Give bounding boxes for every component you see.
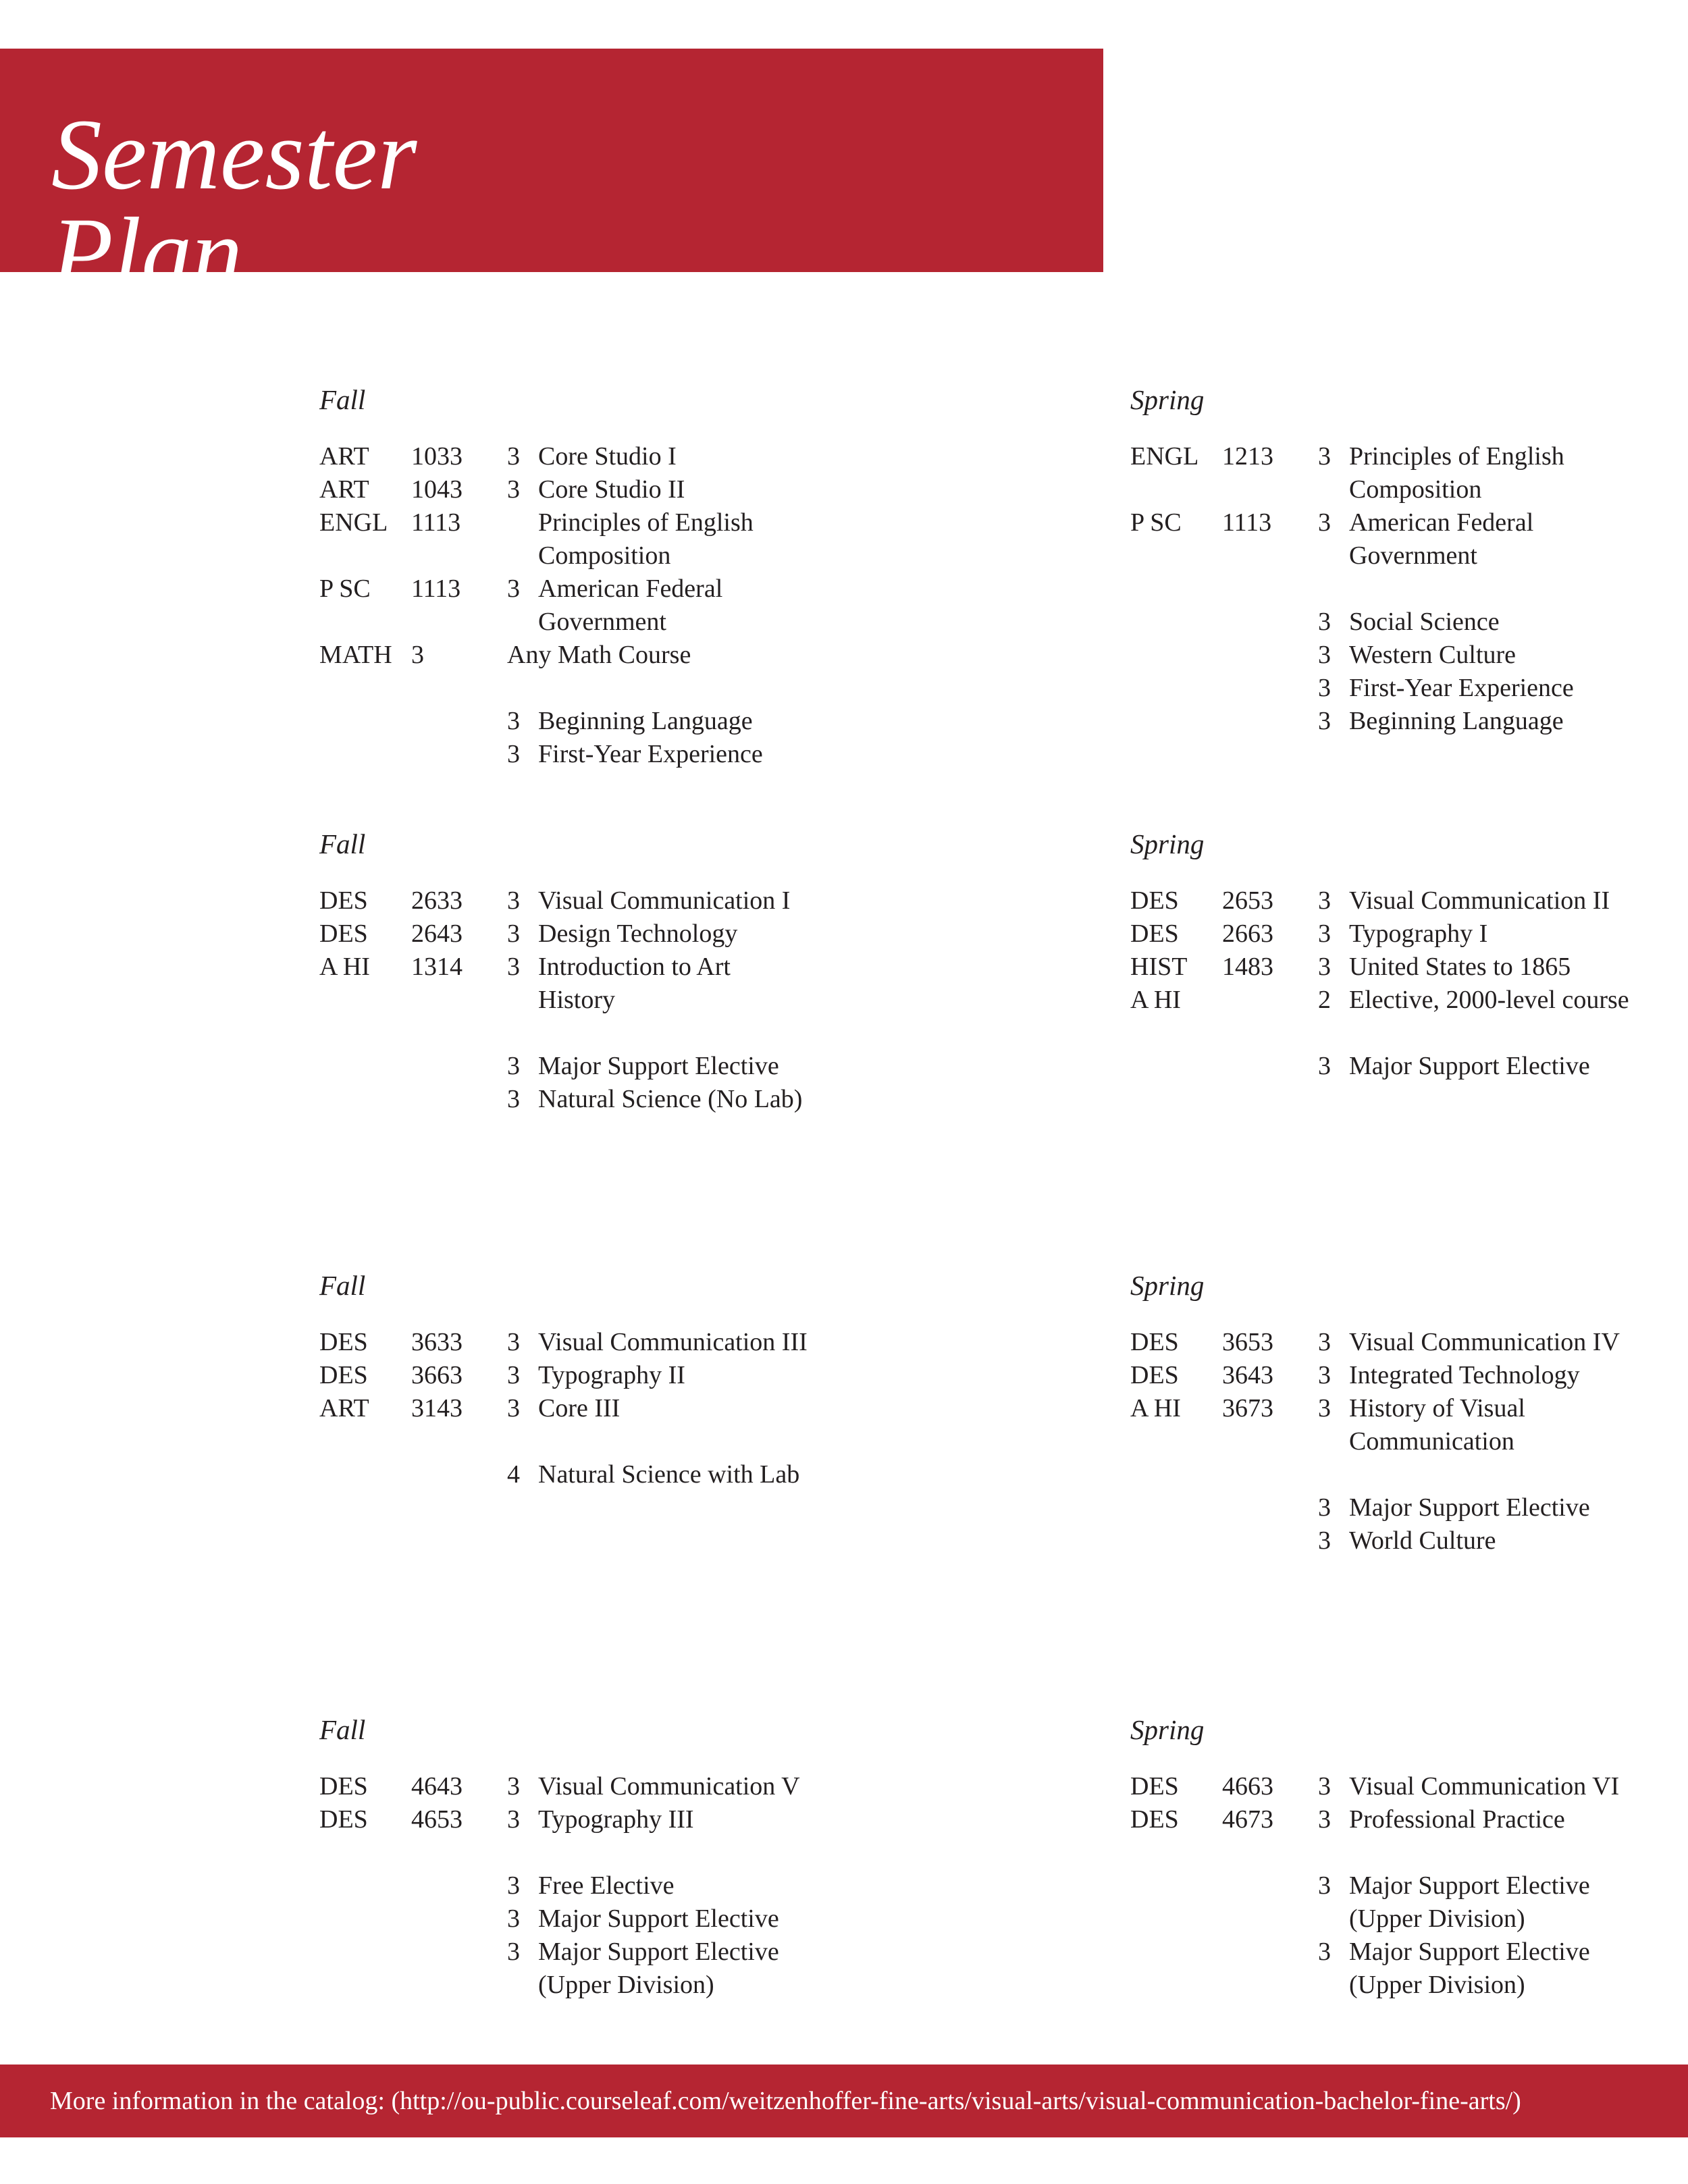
course-title: Principles of English (1349, 442, 1564, 471)
course-dept: DES (319, 920, 368, 948)
course-credits: 3 (507, 886, 520, 915)
course-title: Composition (538, 541, 671, 570)
course-credits: 3 (507, 1905, 520, 1933)
course-number: 3643 (1222, 1361, 1273, 1389)
page-title-line-1: Semester (51, 99, 417, 211)
course-number: 4673 (1222, 1805, 1273, 1834)
term-label: Fall (319, 1714, 366, 1745)
course-title: History (538, 986, 615, 1014)
course-number: 1043 (411, 475, 463, 504)
course-title: Major Support Elective (1349, 1938, 1590, 1966)
course-title: Major Support Elective (538, 1905, 779, 1933)
course-number: 3653 (1222, 1328, 1273, 1356)
course-number: 1113 (411, 575, 461, 603)
course-dept: A HI (1130, 1394, 1181, 1422)
course-credits: 3 (507, 1361, 520, 1389)
course-number: 1314 (411, 953, 463, 981)
course-credits: 3 (507, 1938, 520, 1966)
course-title: World Culture (1349, 1526, 1496, 1555)
course-title: United States to 1865 (1349, 953, 1571, 981)
course-dept: A HI (319, 953, 370, 981)
course-title: Visual Communication II (1349, 886, 1610, 915)
course-title: Beginning Language (1349, 707, 1564, 735)
course-credits: 4 (507, 1460, 520, 1489)
term-label: Spring (1130, 828, 1205, 859)
course-title: First-Year Experience (538, 740, 763, 768)
course-credits: 3 (507, 740, 520, 768)
course-credits: 3 (1318, 442, 1331, 471)
course-credits: 3 (507, 1085, 520, 1113)
course-title: Visual Communication III (538, 1328, 808, 1356)
course-dept: DES (319, 886, 368, 915)
course-credits: 3 (507, 1394, 520, 1422)
course-credits: 3 (1318, 1772, 1331, 1801)
course-number: 4663 (1222, 1772, 1273, 1801)
course-dept: DES (319, 1772, 368, 1801)
term-label: Fall (319, 384, 366, 415)
course-credits: 3 (1318, 674, 1331, 702)
course-dept: DES (1130, 1328, 1179, 1356)
course-title: Typography II (538, 1361, 685, 1389)
term-label: Spring (1130, 384, 1205, 415)
course-title: Government (1349, 541, 1477, 570)
course-credits: 3 (1318, 1361, 1331, 1389)
course-credits: 2 (1318, 986, 1331, 1014)
course-title: (Upper Division) (1349, 1971, 1525, 1999)
course-dept: DES (1130, 1805, 1179, 1834)
course-credits: 3 (1318, 1526, 1331, 1555)
course-title: Typography III (538, 1805, 694, 1834)
course-credits: 3 (1318, 1328, 1331, 1356)
course-credits: 3 (507, 1772, 520, 1801)
course-credits: 3 (1318, 953, 1331, 981)
course-title: Core Studio I (538, 442, 677, 471)
course-number: 1483 (1222, 953, 1273, 981)
course-title: Design Technology (538, 920, 738, 948)
course-dept: P SC (1130, 508, 1182, 537)
course-number: 1213 (1222, 442, 1273, 471)
course-title: Professional Practice (1349, 1805, 1565, 1834)
course-dept: ENGL (319, 508, 388, 537)
course-title: Free Elective (538, 1871, 675, 1900)
course-dept: HIST (1130, 953, 1188, 981)
course-title: Visual Communication VI (1349, 1772, 1620, 1801)
course-number: 3143 (411, 1394, 463, 1422)
course-number: 1113 (411, 508, 461, 537)
course-dept: DES (319, 1328, 368, 1356)
course-dept: DES (1130, 1772, 1179, 1801)
course-dept: DES (1130, 1361, 1179, 1389)
course-credits: 3 (507, 1871, 520, 1900)
course-title: Communication (1349, 1427, 1514, 1456)
term-label: Fall (319, 828, 366, 859)
course-title: (Upper Division) (1349, 1905, 1525, 1933)
course-title: Beginning Language (538, 707, 753, 735)
course-title: Natural Science with Lab (538, 1460, 800, 1489)
course-title: Principles of English (538, 508, 754, 537)
course-title: Visual Communication I (538, 886, 791, 915)
course-number: 3 (411, 641, 424, 669)
course-dept: ART (319, 442, 369, 471)
course-number: 3673 (1222, 1394, 1273, 1422)
course-credits: 3 (507, 1052, 520, 1080)
page-title (51, 99, 417, 309)
term-label: Spring (1130, 1270, 1205, 1301)
course-title: Major Support Elective (538, 1052, 779, 1080)
course-credits: 3 (507, 1328, 520, 1356)
course-title: Social Science (1349, 608, 1500, 636)
course-credits: 3 (507, 1805, 520, 1834)
course-credits: 3 (1318, 1871, 1331, 1900)
course-credits: 3 (1318, 1052, 1331, 1080)
course-credits: 3 (507, 442, 520, 471)
course-credits: 3 (507, 575, 520, 603)
course-title: First-Year Experience (1349, 674, 1574, 702)
course-credits: 3 (1318, 608, 1331, 636)
course-title: Visual Communication V (538, 1772, 800, 1801)
course-number: 1033 (411, 442, 463, 471)
course-credits: 3 (1318, 707, 1331, 735)
course-credits: 3 (507, 953, 520, 981)
course-dept: MATH (319, 641, 392, 669)
course-title: Elective, 2000-level course (1349, 986, 1629, 1014)
footer-bar (0, 2065, 1688, 2137)
course-credits: 3 (1318, 641, 1331, 669)
course-number: 4653 (411, 1805, 463, 1834)
course-number: 4643 (411, 1772, 463, 1801)
course-title: Introduction to Art (538, 953, 731, 981)
course-title: Core Studio II (538, 475, 685, 504)
course-number: 2643 (411, 920, 463, 948)
course-credits: 3 (507, 707, 520, 735)
course-credits: 3 (1318, 508, 1331, 537)
course-credits: 3 (507, 920, 520, 948)
course-dept: DES (319, 1805, 368, 1834)
course-title: American Federal (1349, 508, 1534, 537)
course-title: Government (538, 608, 666, 636)
course-note: Any Math Course (507, 641, 691, 669)
course-credits: 3 (1318, 920, 1331, 948)
course-credits: 3 (1318, 1493, 1331, 1522)
course-title: Major Support Elective (1349, 1493, 1590, 1522)
course-dept: P SC (319, 575, 371, 603)
course-number: 2633 (411, 886, 463, 915)
course-credits: 3 (1318, 1394, 1331, 1422)
course-number: 3663 (411, 1361, 463, 1389)
course-dept: DES (1130, 886, 1179, 915)
course-title: History of Visual (1349, 1394, 1525, 1422)
course-number: 1113 (1222, 508, 1272, 537)
course-dept: A HI (1130, 986, 1181, 1014)
course-title: Integrated Technology (1349, 1361, 1580, 1389)
course-number: 2653 (1222, 886, 1273, 915)
course-dept: ENGL (1130, 442, 1199, 471)
course-title: Typography I (1349, 920, 1488, 948)
term-label: Spring (1130, 1714, 1205, 1745)
course-title: Natural Science (No Lab) (538, 1085, 803, 1113)
term-label: Fall (319, 1270, 366, 1301)
course-dept: ART (319, 475, 369, 504)
course-title: American Federal (538, 575, 723, 603)
course-number: 2663 (1222, 920, 1273, 948)
course-title: Composition (1349, 475, 1482, 504)
course-credits: 3 (507, 475, 520, 504)
course-number: 3633 (411, 1328, 463, 1356)
title-banner (0, 49, 1103, 309)
course-dept: ART (319, 1394, 369, 1422)
catalog-link-text: More information in the catalog: (http://ou-public.courseleaf.com/weitzenhoffer-fine-arts/visual-arts/visual-communication-bachelor-fine-arts/) (50, 2087, 1521, 2115)
course-title: Major Support Elective (538, 1938, 779, 1966)
course-title: Visual Communication IV (1349, 1328, 1620, 1356)
course-credits: 3 (1318, 1938, 1331, 1966)
course-credits: 3 (1318, 886, 1331, 915)
course-title: Core III (538, 1394, 621, 1422)
course-title: Major Support Elective (1349, 1052, 1590, 1080)
page-title-line-2: Plan (51, 197, 243, 309)
course-title: (Upper Division) (538, 1971, 714, 1999)
course-dept: DES (1130, 920, 1179, 948)
course-dept: DES (319, 1361, 368, 1389)
course-title: Major Support Elective (1349, 1871, 1590, 1900)
course-credits: 3 (1318, 1805, 1331, 1834)
course-title: Western Culture (1349, 641, 1516, 669)
